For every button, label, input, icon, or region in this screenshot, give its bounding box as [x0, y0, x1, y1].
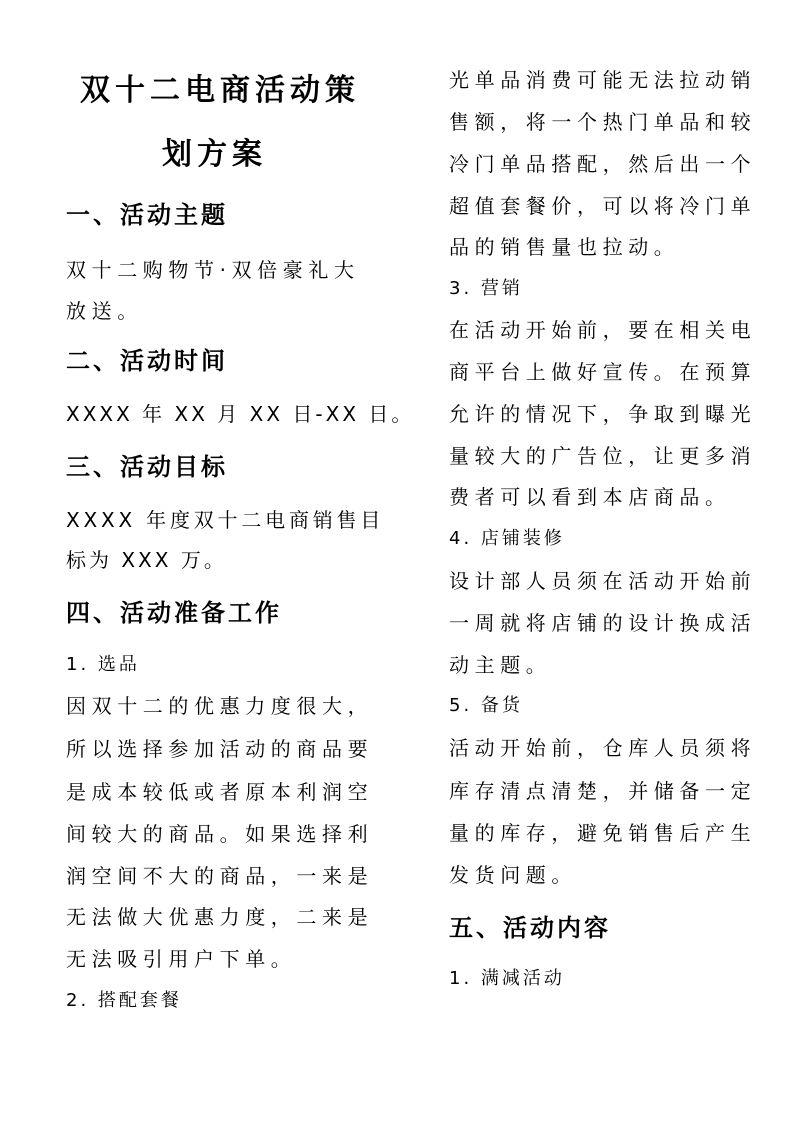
section-heading-time: 二、活动时间 — [66, 347, 228, 375]
item-label-bundle: 2. 搭配套餐 — [66, 990, 182, 1011]
paragraph-line: 无法做大优惠力度，二来是 — [66, 905, 374, 929]
paragraph-line: 量较大的广告位，让更多消 — [449, 444, 757, 468]
paragraph-line: 在活动开始前，要在相关电 — [449, 318, 757, 342]
paragraph-line: 因双十二的优惠力度很大， — [66, 694, 374, 718]
item-label-marketing: 3. 营销 — [449, 278, 523, 299]
paragraph-line: 售额，将一个热门单品和较 — [449, 110, 757, 134]
paragraph-line: 允许的情况下，争取到曝光 — [449, 402, 757, 426]
paragraph-line: 无法吸引用户下单。 — [66, 947, 297, 971]
paragraph-line: 双十二购物节·双倍豪礼大 — [66, 258, 360, 282]
paragraph-line: 是成本较低或者原本利润空 — [66, 780, 374, 804]
item-label-selection: 1. 选品 — [66, 654, 140, 675]
paragraph-line: 间较大的商品。如果选择利 — [66, 822, 374, 846]
section-heading-goal: 三、活动目标 — [66, 453, 228, 481]
section-heading-theme: 一、活动主题 — [66, 201, 228, 229]
paragraph-line: 放送。 — [66, 299, 143, 323]
paragraph-line: 超值套餐价，可以将冷门单 — [449, 194, 757, 218]
paragraph-line: 动主题。 — [449, 653, 552, 677]
section-heading-content: 五、活动内容 — [449, 914, 611, 942]
paragraph-line: XXXX 年 XX 月 XX 日-XX 日。 — [66, 402, 415, 426]
paragraph-line: 费者可以看到本店商品。 — [449, 485, 731, 509]
item-label-discount: 1. 满减活动 — [449, 968, 565, 989]
paragraph-line: 品的销售量也拉动。 — [449, 235, 680, 259]
paragraph-line: 标为 XXX 万。 — [66, 548, 227, 572]
paragraph-line: 商平台上做好宣传。在预算 — [449, 360, 757, 384]
paragraph-line: 库存清点清楚，并储备一定 — [449, 779, 757, 803]
paragraph-line: 润空间不大的商品，一来是 — [66, 864, 374, 888]
document-title-line-1: 双十二电商活动策 — [80, 73, 360, 108]
paragraph-line: 设计部人员须在活动开始前 — [449, 569, 757, 593]
item-label-store-decoration: 4. 店铺装修 — [449, 528, 565, 549]
paragraph-line: 光单品消费可能无法拉动销 — [449, 68, 757, 92]
paragraph-line: 冷门单品搭配，然后出一个 — [449, 152, 757, 176]
paragraph-line: 所以选择参加活动的商品要 — [66, 737, 374, 761]
document-title-line-2: 划方案 — [162, 137, 267, 172]
paragraph-line: XXXX 年度双十二电商销售目 — [66, 508, 385, 532]
item-label-stocking: 5. 备货 — [449, 695, 523, 716]
paragraph-line: 量的库存，避免销售后产生 — [449, 821, 757, 845]
section-heading-preparation: 四、活动准备工作 — [66, 599, 282, 627]
paragraph-line: 一周就将店铺的设计换成活 — [449, 611, 757, 635]
paragraph-line: 活动开始前，仓库人员须将 — [449, 736, 757, 760]
paragraph-line: 发货问题。 — [449, 863, 577, 887]
